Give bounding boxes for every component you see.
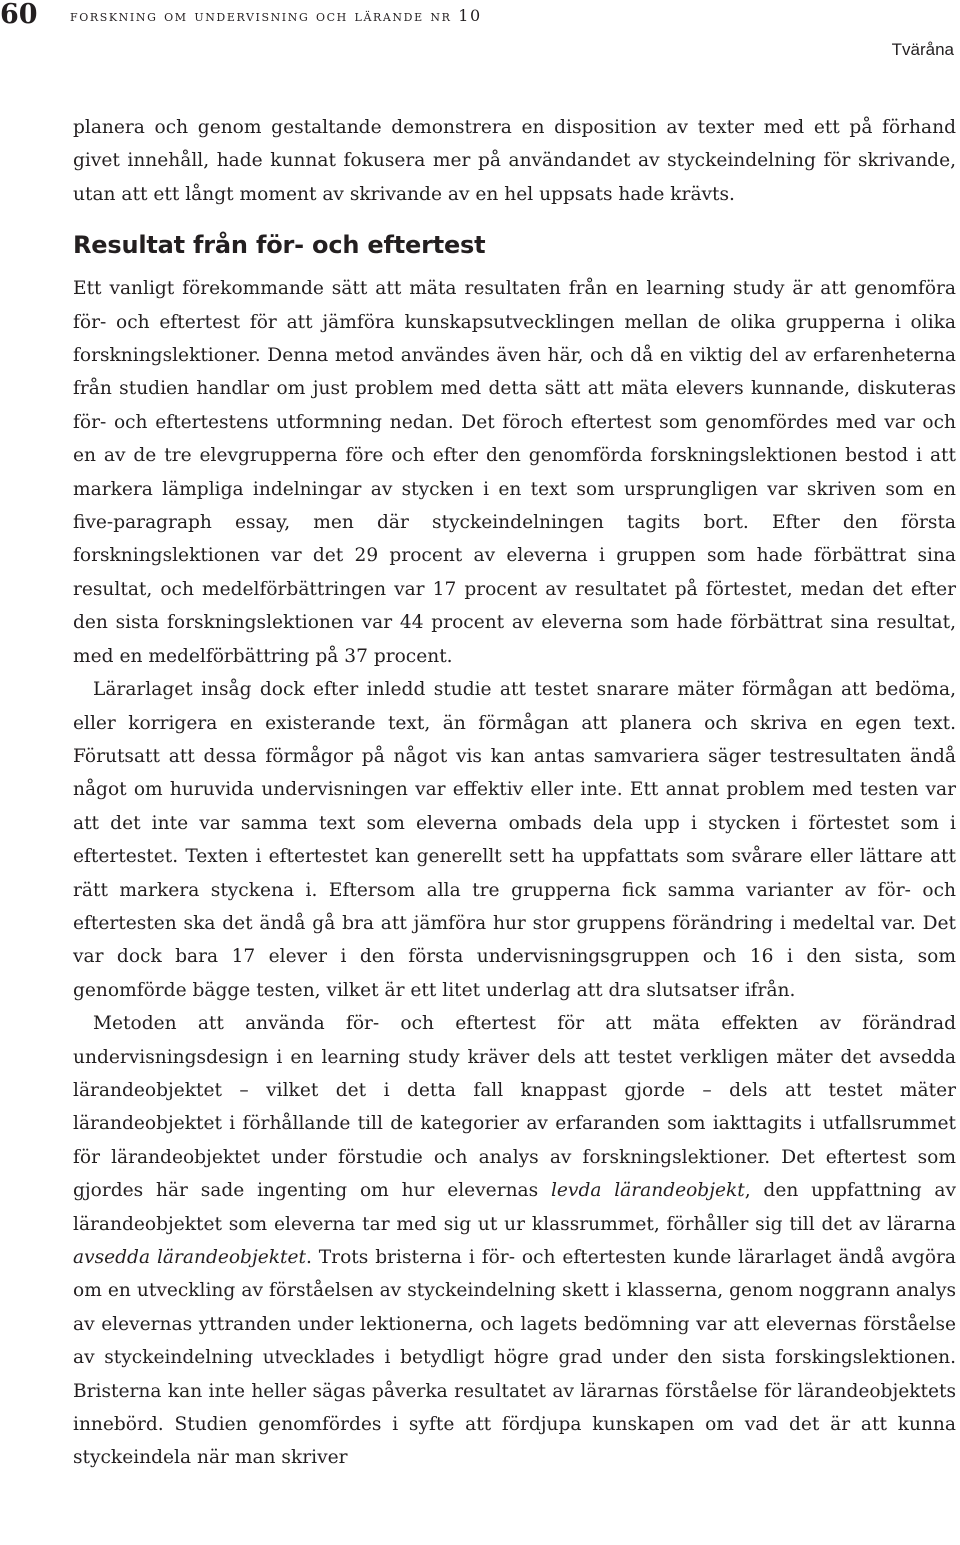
- emphasis-avsedda: avsedda lärandeobjektet: [73, 1247, 306, 1268]
- page-number: 60: [0, 0, 38, 30]
- paragraph-3-part-b: , den uppfattning av lärandeobjektet som eleverna tar med sig ut ur klassrummet, förhåller sig till det av lärarna: [73, 1180, 956, 1235]
- paragraph-3-part-c: . Trots bristerna i för- och eftertesten kunde lärarlaget ändå avgöra om en utveckling av förståelsen av styckeindelning skett i klasserna, genom noggrann analys av elevernas yttranden under lektionerna, och lagets bedömning var att elevernas förståelse av styckeindelning utvecklades i betydligt högre grad under den sista forskingslektionen. Bristerna kan inte heller sägas påverka resultatet av lärarnas förståelse för lärandeobjektets innebörd. Studien genomfördes i syfte att fördjupa kunskapen om vad det är att kunna styckeindela när man skriver: [73, 1247, 957, 1469]
- body-text: [73, 111, 956, 1475]
- paragraph-2: Lärarlaget insåg dock efter inledd studie att testet snarare mäter förmågan att bedöma, eller korrigera en existerande text, än förmågan att planera och skriva en egen text. Förutsatt att dessa förmågor på något vis kan antas samvariera säger testresultaten ändå något om huruvida undervisningen var effektiv eller inte. Ett annat problem med testen var att det inte var samma text som eleverna ombads dela upp i stycken i förtestet som i eftertestet. Texten i eftertestet kan generellt sett ha uppfattats som svårare eller lättare att rätt markera styckena i. Eftersom alla tre grupperna fick samma varianter av för- och eftertesten ska det ändå gå bra att jämföra hur stor gruppens förändring i medeltal var. Det var dock bara 17 elever i den första undervisningsgruppen och 16 i den sista, som genomförde bägge testen, vilket är ett litet underlag att dra slutsatser ifrån.: [73, 679, 956, 1001]
- paragraph-1: Ett vanligt förekommande sätt att mäta resultaten från en learning study är att genomföra för- och eftertest för att jämföra kunskapsutvecklingen mellan de olika grupperna i olika forskningslektioner. Denna metod användes även här, och då en viktig del av erfarenheterna från studien handlar om just problem med detta sätt att mäta elevers kunnande, diskuteras för- och eftertestens utformning nedan. Det föroch eftertest som genomfördes med var och en av de tre elevgrupperna före och efter den genomförda forskningslektionen bestod i att markera lämpliga indelningar av stycken i en text som ursprungligen var skriven som en five-paragraph essay, men där styckeindelningen tagits bort. Efter den första forskningslektionen var det 29 procent av eleverna i gruppen som hade förbättrat sina resultat, och medelförbättringen var 17 procent av resultatet på förtestet, medan det efter den sista forskningslektionen var 44 procent av eleverna som hade förbättrat sina resultat, med en medelförbättring på 37 procent.: [73, 278, 956, 667]
- paragraph-3-part-a: Metoden att använda för- och eftertest för att mäta effekten av förändrad undervisningsdesign i en learning study kräver dels att testet verkligen mäter det avsedda lärandeobjektet – vilket det i detta fall knappast gjorde – dels att testet mäter lärandeobjektet i förhållande till de kategorier av erfaranden som iakttagits i utfallsrummet för lärandeobjektet under förstudie och analys av forskningslektioner. Det eftertest som gjordes här sade ingenting om hur elevernas: [73, 1013, 956, 1202]
- running-head: forskning om undervisning och lärande nr 10: [70, 6, 482, 25]
- section-tag: Tväråna: [891, 40, 954, 59]
- section-heading: Resultat från för- och eftertest: [73, 231, 486, 260]
- emphasis-levda: levda lärandeobjekt: [550, 1180, 745, 1202]
- intro-paragraph: planera och genom gestaltande demonstrera en disposition av texter med ett på förhand givet innehåll, hade kunnat fokusera mer på användandet av styckeindelning för skrivande, utan att ett långt moment av skrivande av en hel uppsats hade krävts.: [73, 117, 956, 205]
- paragraph-3: [73, 1007, 956, 1475]
